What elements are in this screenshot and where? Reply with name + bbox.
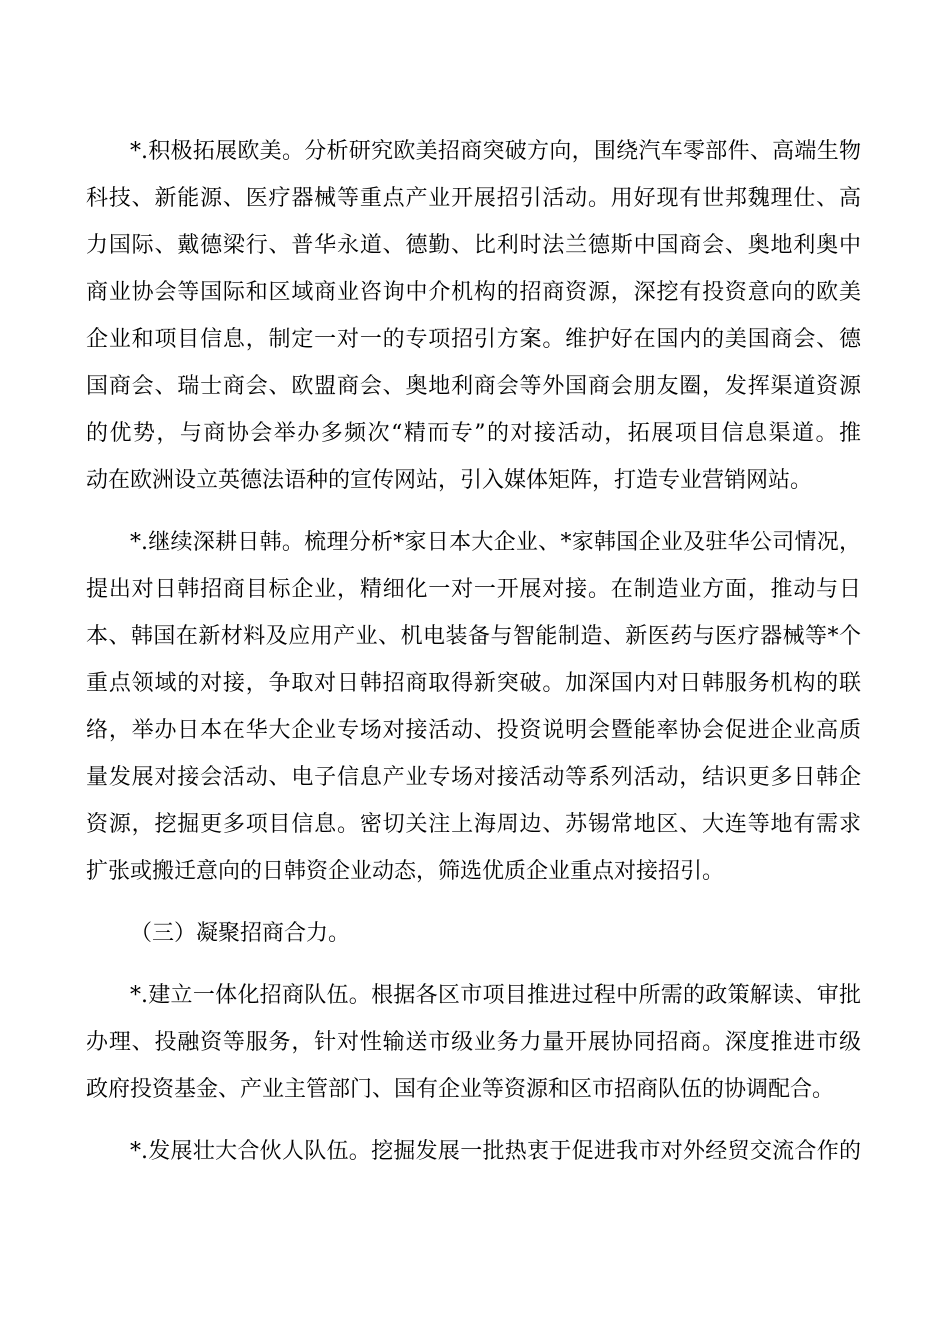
text-line: 办理、投融资等服务，针对性输送市级业务力量开展协同招商。深度推进市级 <box>86 1030 861 1055</box>
text-line: 科技、新能源、医疗器械等重点产业开展招引活动。用好现有世邦魏理仕、高 <box>86 186 861 211</box>
text-line: *.继续深耕日韩。梳理分析*家日本大企业、*家韩国企业及驻华公司情况， <box>130 530 861 555</box>
text-line: 资源，挖掘更多项目信息。密切关注上海周边、苏锡常地区、大连等地有需求 <box>86 812 861 837</box>
text-line: *.积极拓展欧美。分析研究欧美招商突破方向，围绕汽车零部件、高端生物 <box>130 139 861 164</box>
text-line: 企业和项目信息，制定一对一的专项招引方案。维护好在国内的美国商会、德 <box>86 327 861 352</box>
text-line: 络，举办日本在华大企业专场对接活动、投资说明会暨能率协会促进企业高质 <box>86 718 861 743</box>
text-line: 力国际、戴德梁行、普华永道、德勤、比利时法兰德斯中国商会、奥地利奥中 <box>86 233 861 258</box>
text-line: 量发展对接会活动、电子信息产业专场对接活动等系列活动，结识更多日韩企 <box>86 765 861 790</box>
text-line: 政府投资基金、产业主管部门、国有企业等资源和区市招商队伍的协调配合。 <box>86 1077 835 1102</box>
text-line: 重点领域的对接，争取对日韩招商取得新突破。加深国内对日韩服务机构的联 <box>86 671 861 696</box>
text-line: 国商会、瑞士商会、欧盟商会、奥地利商会等外国商会朋友圈，发挥渠道资源 <box>86 374 861 399</box>
text-line: 的优势，与商协会举办多频次“精而专”的对接活动，拓展项目信息渠道。推 <box>86 421 861 446</box>
text-line: 扩张或搬迁意向的日韩资企业动态，筛选优质企业重点对接招引。 <box>86 859 725 884</box>
text-line: *.建立一体化招商队伍。根据各区市项目推进过程中所需的政策解读、审批 <box>130 983 861 1008</box>
heading-line: （三）凝聚招商合力。 <box>130 921 351 946</box>
text-line: 商业协会等国际和区域商业咨询中介机构的招商资源，深挖有投资意向的欧美 <box>86 280 861 305</box>
text-line: *.发展壮大合伙人队伍。挖掘发展一批热衷于促进我市对外经贸交流合作的 <box>130 1139 861 1164</box>
text-line: 动在欧洲设立英德法语种的宣传网站，引入媒体矩阵，打造专业营销网站。 <box>86 468 813 493</box>
text-line: 提出对日韩招商目标企业，精细化一对一开展对接。在制造业方面，推动与日 <box>86 577 861 602</box>
text-line: 本、韩国在新材料及应用产业、机电装备与智能制造、新医药与医疗器械等*个 <box>86 624 861 649</box>
